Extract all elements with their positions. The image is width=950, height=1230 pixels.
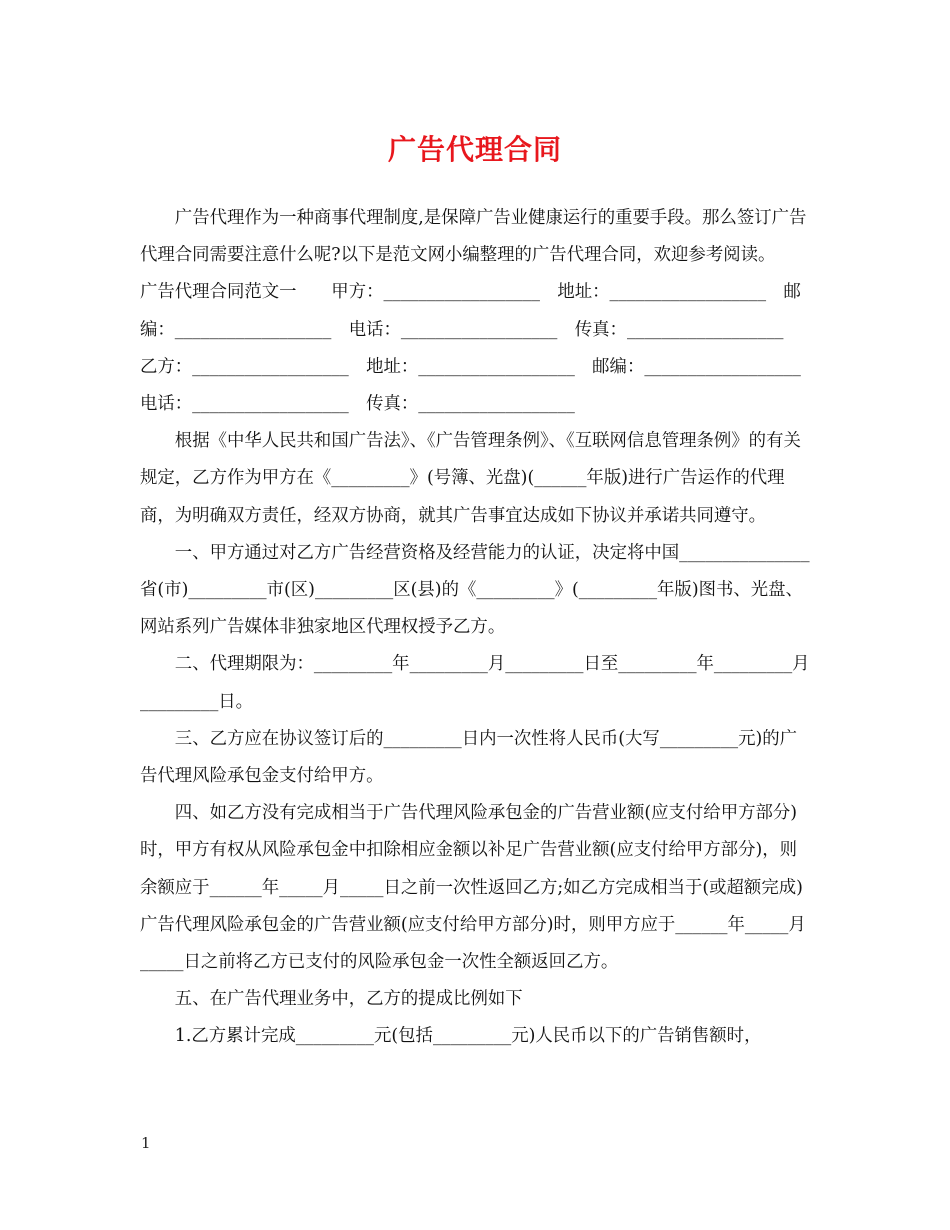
- paragraph-basis: 根据《中华人民共和国广告法》、《广告管理条例》、《互联网信息管理条例》的有关规定，乙方作为甲方在《_________》(号簿、光盘)(______年版)进行广告运作的代理商，为明确双方责任，经双方协商，就其广告事宜达成如下协议并承诺共同遵守。: [140, 431, 801, 526]
- clause-2: 二、代理期限为：_________年_________月_________日至_________年_________月_________日。: [140, 654, 810, 712]
- clause-4: 四、如乙方没有完成相当于广告代理风险承包金的广告营业额(应支付给甲方部分)时，甲方有权从风险承包金中扣除相应金额以补足广告营业额(应支付给甲方部分)，则余额应于______年_____月_____日之前一次性返回乙方;如乙方完成相当于(或超额完成)广告代理风险承包金的广告营业额(应支付给甲方部分)时，则甲方应于______年_____月_____日之前将乙方已支付的风险承包金一次性全额返回乙方。: [140, 803, 806, 973]
- clause-3: 三、乙方应在协议签订后的_________日内一次性将人民币(大写_________元)的广告代理风险承包金支付给甲方。: [140, 728, 798, 787]
- paragraph-parties: 广告代理合同范文一 甲方：__________________ 地址：__________________ 邮编：__________________ 电话：__________________ 传真：__________________ 乙方：__________________ 地址：__________________ 邮编：__________________ 电话：__________________ 传真：__________________: [140, 282, 819, 415]
- clause-1: 一、甲方通过对乙方广告经营资格及经营能力的认证，决定将中国_______________省(市)_________市(区)_________区(县)的《_________》(_________年版)图书、光盘、网站系列广告媒体非独家地区代理权授予乙方。: [140, 542, 810, 638]
- clause-5: 五、在广告代理业务中，乙方的提成比例如下: [174, 989, 523, 1010]
- document-body: [140, 200, 819, 1056]
- page-number: 1: [141, 1134, 151, 1152]
- paragraph-intro: 广告代理作为一种商事代理制度,是保障广告业健康运行的重要手段。那么签订广告代理合同需要注意什么呢?以下是范文网小编整理的广告代理合同，欢迎参考阅读。: [140, 208, 807, 266]
- clause-5-item-1: 1.乙方累计完成_________元(包括_________元)人民币以下的广告销售额时，: [174, 1026, 762, 1047]
- document-title: 广告代理合同: [387, 133, 562, 166]
